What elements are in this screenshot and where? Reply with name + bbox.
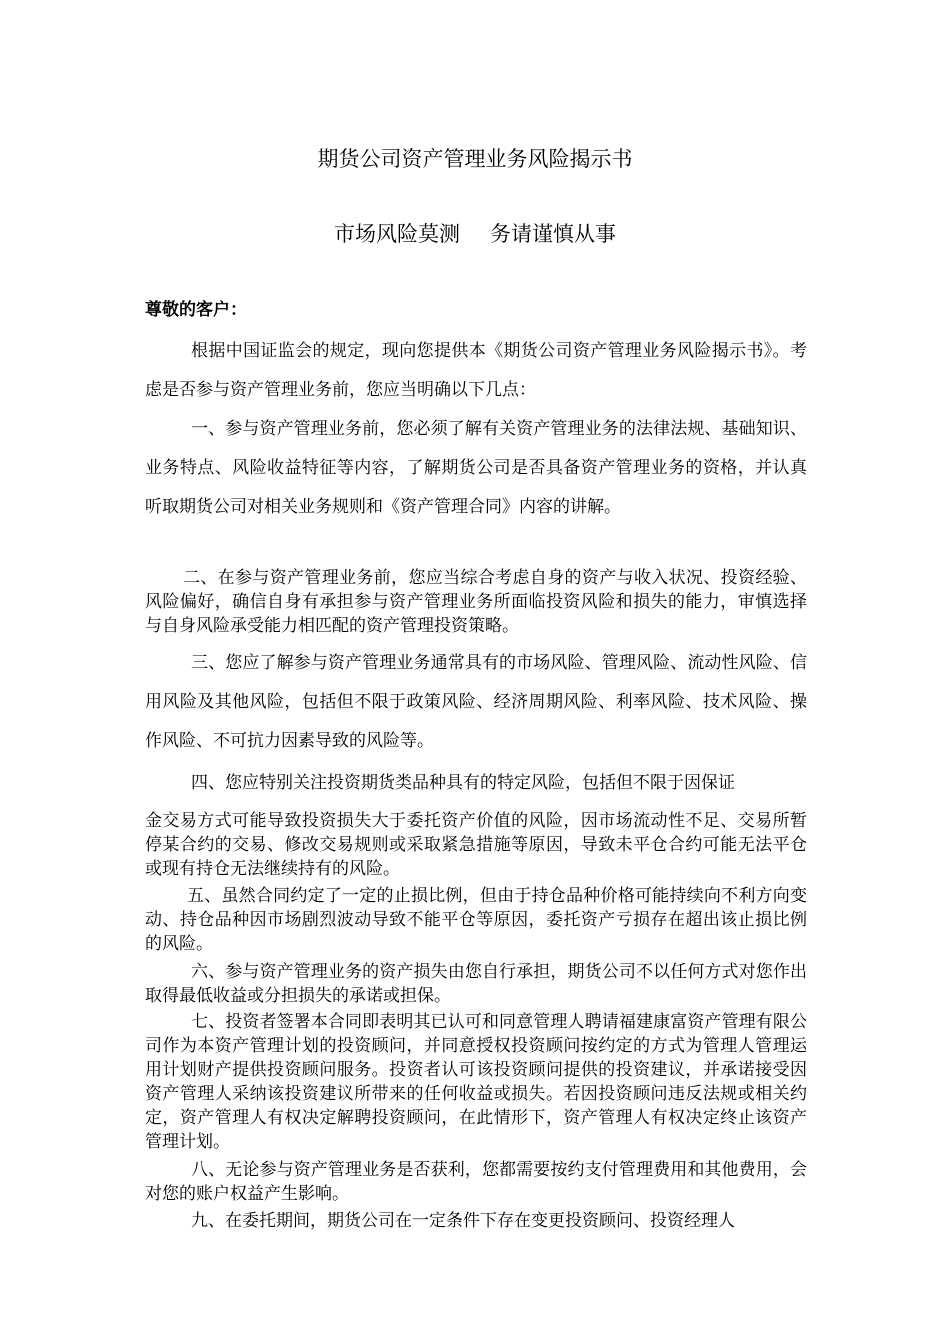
item-3-text: 三、您应了解参与资产管理业务通常具有的市场风险、管理风险、流动性风险、信用风险及其他风险，包括但不限于政策风险、经济周期风险、利率风险、技术风险、操作风险、不可抗力因素导致的风险等。 <box>145 653 807 751</box>
salutation: 尊敬的客户： <box>145 300 247 320</box>
document-subtitle <box>0 220 950 248</box>
item-5-text: 五、虽然合同约定了一定的止损比例，但由于持仓品种价格可能持续向不利方向变动、持仓品种因市场剧烈波动导致不能平仓等原因，委托资产亏损存在超出该止损比例的风险。 <box>145 886 807 954</box>
item-2-paragraph <box>145 566 807 638</box>
item-1-paragraph <box>145 410 807 527</box>
item-7-paragraph <box>145 1010 807 1154</box>
item-3-paragraph <box>145 644 807 761</box>
item-4-paragraph <box>145 764 807 803</box>
item-9-text: 九、在委托期间，期货公司在一定条件下存在变更投资顾问、投资经理人 <box>191 1211 735 1231</box>
item-6-text: 六、参与资产管理业务的资产损失由您自行承担，期货公司不以任何方式对您作出取得最低收益或分担损失的承诺或担保。 <box>145 962 807 1006</box>
intro-paragraph <box>145 332 807 410</box>
item-4-text: 四、您应特别关注投资期货类品种具有的特定风险，包括但不限于因保证 <box>191 773 735 793</box>
item-6-paragraph <box>145 960 807 1008</box>
item-8-paragraph <box>145 1158 807 1206</box>
item-9-paragraph <box>145 1209 807 1233</box>
item-4-continuation-text: 金交易方式可能导致投资损失大于委托资产价值的风险，因市场流动性不足、交易所暂停某合约的交易、修改交易规则或采取紧急措施等原因，导致未平仓合约可能无法平仓或现有持仓无法继续持有的风险。 <box>145 811 807 879</box>
item-7-text: 七、投资者签署本合同即表明其已认可和同意管理人聘请福建康富资产管理有限公司作为本资产管理计划的投资顾问，并同意授权投资顾问按约定的方式为管理人管理运用计划财产提供投资顾问服务。投资者认可该投资顾问提供的投资建议，并承诺接受因资产管理人采纳该投资建议所带来的任何收益或损失。若因投资顾问违反法规或相关约定，资产管理人有权决定解聘投资顾问，在此情形下，资产管理人有权决定终止该资产管理计划。 <box>145 1012 807 1152</box>
item-8-text: 八、无论参与资产管理业务是否获利，您都需要按约支付管理费用和其他费用，会对您的账户权益产生影响。 <box>145 1160 807 1204</box>
item-2-text: 二、在参与资产管理业务前，您应当综合考虑自身的资产与收入状况、投资经验、风险偏好，确信自身有承担参与资产管理业务所面临投资风险和损失的能力，审慎选择与自身风险承受能力相匹配的资产管理投资策略。 <box>145 568 807 636</box>
item-4-continuation <box>145 809 807 881</box>
item-1-text: 一、参与资产管理业务前，您必须了解有关资产管理业务的法律法规、基础知识、业务特点、风险收益特征等内容，了解期货公司是否具备资产管理业务的资格，并认真听取期货公司对相关业务规则和《资产管理合同》内容的讲解。 <box>145 419 807 517</box>
subtitle-right: 务请谨慎从事 <box>490 222 616 246</box>
subtitle-left: 市场风险莫测 <box>334 222 460 246</box>
document-title: 期货公司资产管理业务风险揭示书 <box>317 147 633 171</box>
intro-text: 根据中国证监会的规定，现向您提供本《期货公司资产管理业务风险揭示书》。考虑是否参与资产管理业务前，您应当明确以下几点： <box>145 341 807 400</box>
item-5-paragraph <box>145 884 807 956</box>
